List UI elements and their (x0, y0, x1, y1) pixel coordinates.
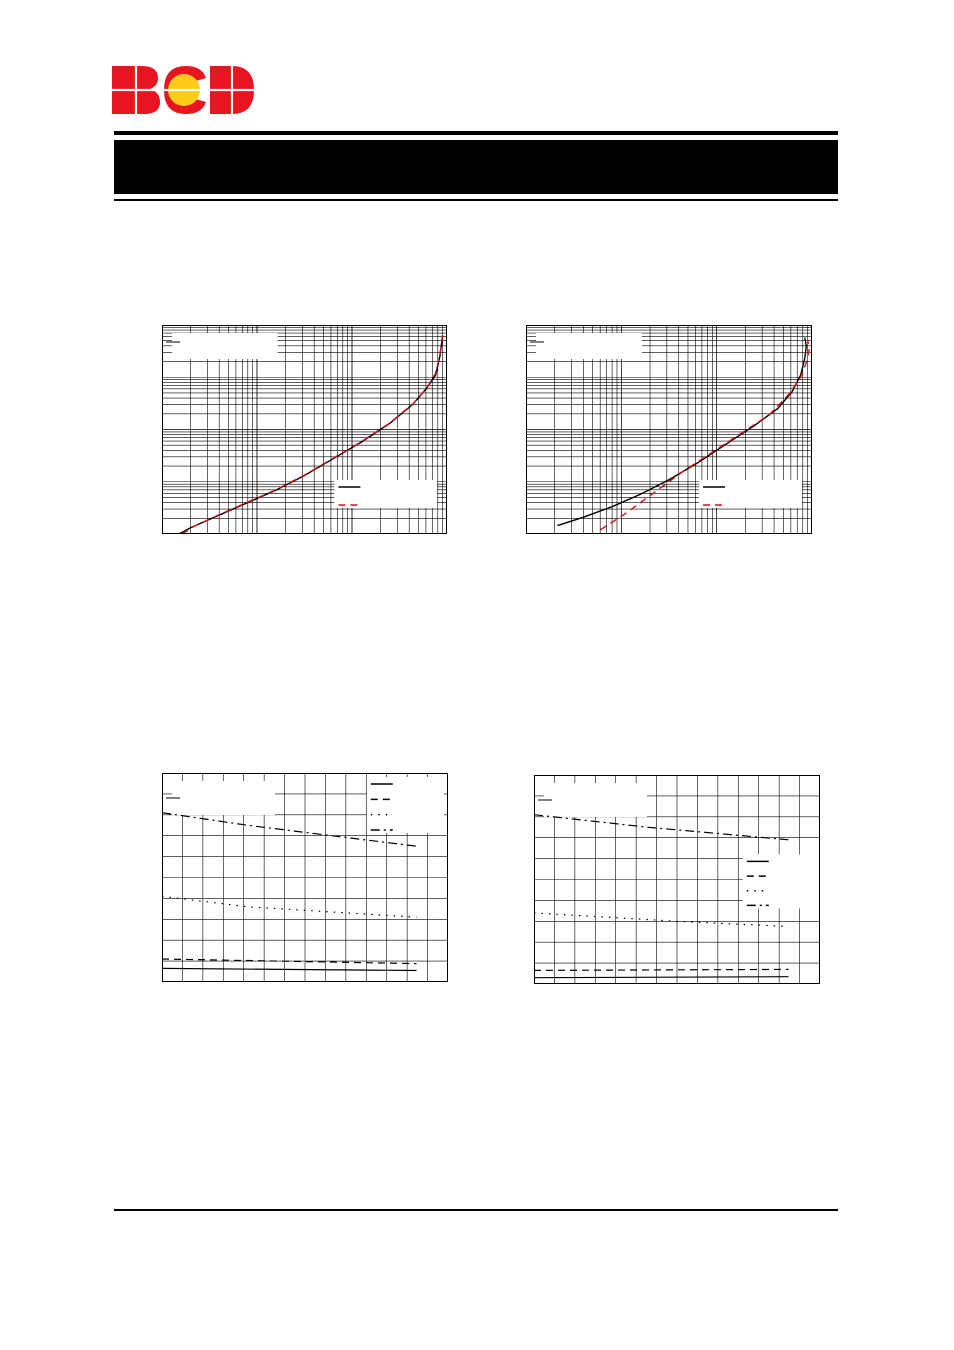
legend-box (699, 480, 802, 508)
legend (334, 480, 437, 508)
legend-box (334, 480, 437, 508)
chart-label-box (536, 333, 642, 359)
chart-top-right (526, 325, 812, 534)
chart-bottom-right (534, 775, 820, 984)
legend (743, 854, 820, 908)
series-line-0 (162, 968, 417, 970)
chart-svg (534, 775, 820, 984)
legend (699, 480, 802, 508)
chart-label-box (172, 781, 275, 815)
legend-box (367, 777, 444, 833)
title-bar (114, 140, 838, 194)
bcd-logo-icon (112, 64, 256, 116)
series-line-1 (534, 969, 789, 970)
header-rule-top (114, 131, 838, 135)
header-rule-bottom (114, 199, 838, 201)
chart-label-box (172, 333, 277, 359)
series-line-3 (534, 815, 789, 840)
series-line-2 (534, 913, 789, 927)
chart-svg (526, 325, 812, 534)
legend (367, 777, 444, 833)
series-line-2 (162, 896, 417, 917)
chart-svg (162, 325, 447, 534)
chart-bottom-left (162, 773, 448, 982)
chart-svg (162, 773, 448, 982)
chart-label-box (544, 783, 647, 817)
series-line-0 (534, 977, 789, 978)
legend-box (743, 854, 820, 908)
footer-rule (114, 1209, 838, 1211)
chart-top-left (162, 325, 447, 534)
